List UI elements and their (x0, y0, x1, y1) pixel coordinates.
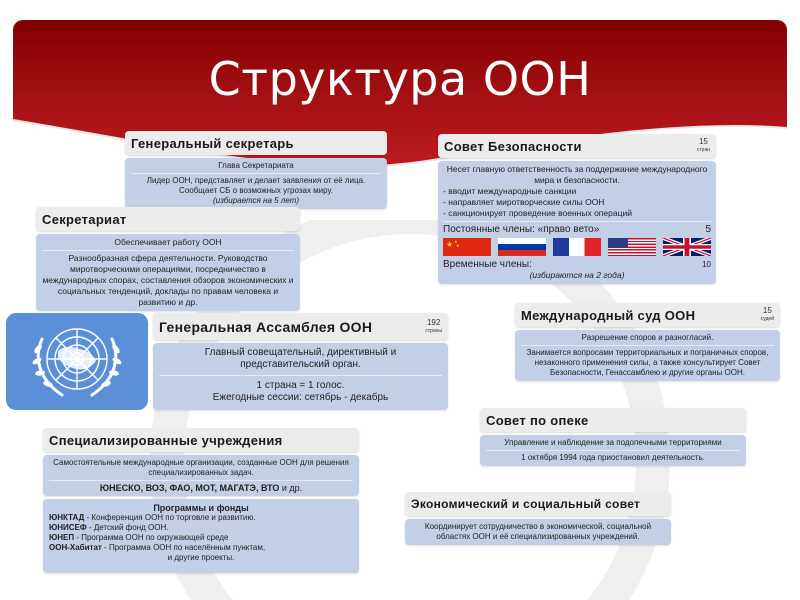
card-subtitle: Глава Секретариата (218, 161, 294, 170)
vote-rule: 1 страна = 1 голос. (256, 380, 345, 391)
card-text: Несет главную ответственность за поддержание международного мира и безопасности. (446, 164, 708, 185)
divider (521, 345, 774, 346)
list-item: - санкционирует проведение военных операций (443, 208, 632, 218)
temporary-label: Временные члены: (443, 259, 532, 270)
programs-list (49, 513, 353, 553)
card-header (515, 303, 780, 327)
card-text: Главный совещательный, директивный и представительский орган. (204, 347, 397, 370)
judges-count: 15 судей (760, 306, 774, 322)
sessions: Ежегодные сессии: сетябрь - декабрь (212, 392, 389, 403)
agencies-list: ЮНЕСКО, ВОЗ, ФАО, МОТ, МАГАТЭ, ВТО и др. (99, 483, 303, 493)
programs-body (43, 499, 359, 573)
svg-text:★: ★ (456, 243, 460, 248)
card-title: Экономический и социальный совет (411, 497, 641, 511)
card-subtitle: Разрешение споров и разногласий. (581, 333, 714, 342)
card-body (480, 435, 746, 466)
card-text: Лидер ООН, представляет и делает заявления от её лица. Сообщает СБ о возможных угрозах миру. (146, 176, 366, 195)
card-general-assembly (153, 313, 448, 410)
programs-title: Программы и фонды (153, 503, 249, 513)
card-title: Генеральный секретарь (131, 135, 294, 151)
card-title: Совет Безопасности (444, 138, 582, 154)
un-emblem-icon (22, 319, 132, 405)
card-ecosoc (405, 492, 671, 545)
permanent-count: 5 (705, 224, 711, 235)
member-count: 192 страны (425, 317, 442, 334)
powers-list (443, 186, 711, 219)
list-item: ЮНКТАД - Конференция ООН по торговле и развитию. (49, 513, 256, 522)
list-item: - направляет миротворческие силы ООН (443, 197, 605, 207)
flags-row (443, 235, 711, 259)
list-item: ЮНИСЕФ - Детский фонд ООН. (49, 523, 169, 532)
divider (443, 221, 711, 222)
card-body (153, 343, 448, 410)
card-body (405, 519, 671, 545)
card-text: Занимается вопросами территориальных и пограничных споров, незаконного применения силы, а также консультирует Совет Безопасности, Генассамблею и другие органы ООН. (526, 348, 769, 377)
card-header (125, 131, 387, 155)
flag-usa-icon (608, 238, 656, 256)
card-header (438, 134, 716, 158)
card-header (405, 492, 671, 516)
card-subtitle: Обеспечивает работу ООН (114, 237, 222, 247)
card-title: Совет по опеке (486, 412, 589, 428)
permanent-label: Постоянные члены: «право вето» (443, 224, 600, 235)
flag-china-icon (443, 238, 491, 256)
card-text: Управление и наблюдение за подопечными территориями (504, 438, 722, 447)
card-trusteeship-council (480, 408, 746, 466)
card-specialized-agencies (43, 428, 359, 573)
card-title: Международный суд ООН (521, 307, 696, 323)
card-body (43, 455, 359, 496)
programs-footer: и другие проекты. (167, 553, 235, 562)
divider (49, 480, 353, 481)
card-header (480, 408, 746, 432)
card-title: Генеральная Ассамблея ООН (159, 318, 373, 335)
card-header (153, 313, 448, 340)
temporary-note: (избираются на 2 года) (529, 270, 625, 280)
card-text: Разнообразная сфера деятельности. Руководство миротворческими операциями, посредничество в международных спорах, составления обзоров экономических и социальных тенденций, доклады по правам человека и развитию и др. (42, 253, 294, 307)
list-item: - вводит международные санкции (443, 186, 577, 196)
flag-russia-icon (498, 238, 546, 256)
card-security-council (438, 134, 716, 284)
divider (42, 250, 294, 251)
temporary-members-row (443, 259, 711, 270)
card-title: Секретариат (42, 211, 127, 227)
card-body (36, 234, 300, 311)
card-international-court (515, 303, 780, 381)
card-body (125, 158, 387, 209)
divider (486, 450, 740, 451)
card-body (438, 161, 716, 284)
card-secretary-general (125, 131, 387, 209)
card-note: (избирается на 5 лет) (213, 196, 299, 205)
list-item: ООН-Хабитат - Программа ООН по населённым пунктам, (49, 543, 266, 552)
svg-text:★: ★ (454, 239, 458, 244)
slide-title: Структура ООН (208, 52, 592, 106)
card-header (36, 207, 300, 231)
card-note: 1 октября 1994 года приостановил деятельность. (521, 453, 705, 462)
flag-uk-icon (663, 238, 711, 256)
card-text: Самостоятельные международные организации, созданные ООН для решения специализированных задач. (53, 458, 349, 477)
card-header (43, 428, 359, 452)
card-title: Специализированные учреждения (49, 432, 283, 448)
permanent-members-row (443, 224, 711, 235)
temporary-count: 10 (702, 260, 711, 269)
card-body (515, 330, 780, 381)
member-count: 15 стран (696, 137, 710, 153)
card-secretariat (36, 207, 300, 311)
flag-france-icon (553, 238, 601, 256)
divider (159, 375, 442, 376)
svg-text:★: ★ (446, 240, 454, 249)
divider (131, 173, 381, 174)
un-emblem (6, 313, 148, 410)
list-item: ЮНЕП - Программа ООН по окружающей среде (49, 533, 229, 542)
card-text: Координирует сотрудничество в экономической, социальной областях ООН и её специализированных учреждений. (424, 522, 652, 541)
